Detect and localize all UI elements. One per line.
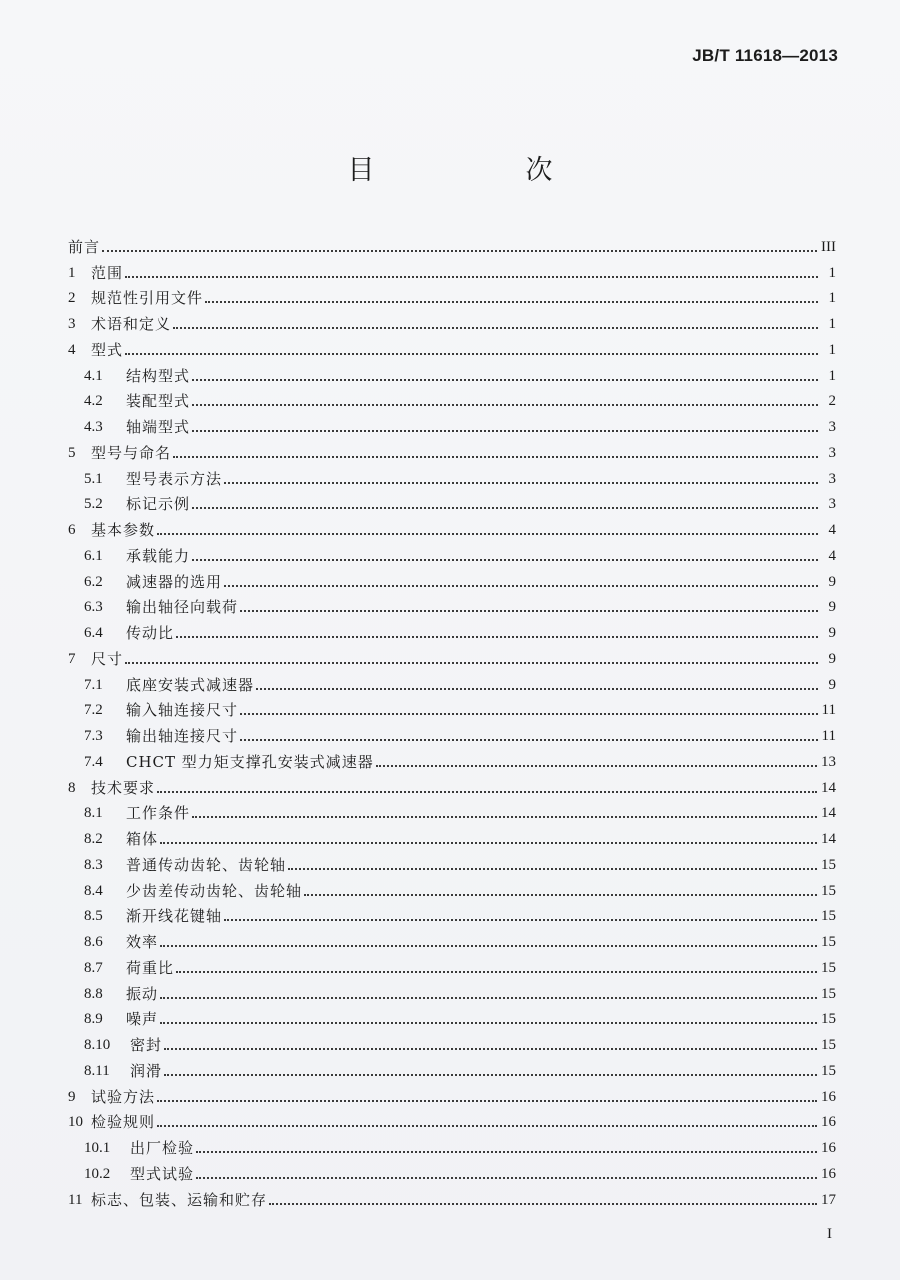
toc-entry-page: 4 xyxy=(828,522,836,538)
toc-entry-number: 4.1 xyxy=(84,367,103,384)
toc-leader-dots xyxy=(205,300,818,303)
toc-entry-number: 6 xyxy=(68,522,76,538)
toc-entry-page: 15 xyxy=(821,934,836,950)
toc-entry-label: 承载能力 xyxy=(126,546,191,565)
toc-entry-label: 尺寸 xyxy=(91,649,124,668)
toc-entry-page: 9 xyxy=(828,650,836,667)
toc-entry-number: 7.1 xyxy=(84,676,103,693)
toc-entry-page: 2 xyxy=(828,393,836,410)
toc-entry[interactable] xyxy=(68,1054,836,1080)
toc-entry-label: 试验方法 xyxy=(91,1087,156,1106)
toc-entry-label: 型式试验 xyxy=(130,1164,195,1183)
toc-leader-dots xyxy=(288,867,817,870)
toc-entry-page: 1 xyxy=(828,316,836,332)
toc-leader-dots xyxy=(269,1202,817,1205)
toc-entry[interactable] xyxy=(68,874,836,900)
toc-entry[interactable] xyxy=(68,436,836,462)
toc-entry-number: 8.3 xyxy=(84,856,103,873)
toc-leader-dots xyxy=(160,996,817,999)
toc-entry[interactable] xyxy=(68,1080,836,1106)
toc-entry[interactable] xyxy=(68,900,836,926)
toc-entry[interactable] xyxy=(68,385,836,411)
toc-entry-label: 底座安装式减速器 xyxy=(126,675,255,694)
toc-entry-number: 5.2 xyxy=(84,496,103,513)
toc-entry-page: 14 xyxy=(821,831,836,847)
toc-entry-page: 1 xyxy=(828,341,836,358)
toc-entry-page: 3 xyxy=(828,470,836,487)
toc-entry[interactable] xyxy=(68,1131,836,1157)
toc-entry-page: 9 xyxy=(828,676,836,693)
toc-entry[interactable] xyxy=(68,694,836,720)
toc-entry-page: 14 xyxy=(821,779,836,796)
toc-entry-label: 型号表示方法 xyxy=(126,469,223,488)
toc-entry-label: 型式 xyxy=(91,340,124,359)
toc-entry-page: 15 xyxy=(821,985,836,1002)
toc-entry-number: 8.4 xyxy=(84,882,103,899)
toc-leader-dots xyxy=(256,687,818,690)
toc-entry-number: 8.9 xyxy=(84,1011,103,1028)
toc-leader-dots xyxy=(192,558,818,561)
toc-entry[interactable] xyxy=(68,307,836,333)
toc-entry-page: 11 xyxy=(821,702,836,719)
toc-entry-label: 轴端型式 xyxy=(126,418,191,436)
toc-entry-label: 结构型式 xyxy=(126,366,191,385)
toc-entry[interactable] xyxy=(68,1157,836,1183)
toc-leader-dots xyxy=(157,532,818,535)
toc-entry-page: 15 xyxy=(821,856,836,873)
page-title: 目 次 xyxy=(347,155,615,186)
toc-entry-label: 前言 xyxy=(68,237,101,256)
toc-entry-label: 技术要求 xyxy=(91,778,156,797)
toc-entry[interactable] xyxy=(68,1106,836,1132)
toc-entry-number: 7 xyxy=(68,650,76,667)
toc-entry-label: 范围 xyxy=(91,263,124,282)
toc-entry-number: 6.2 xyxy=(84,573,103,590)
standard-code: JB/T 11618—2013 xyxy=(692,46,838,65)
toc-leader-dots xyxy=(157,1124,817,1127)
toc-entry-label: 基本参数 xyxy=(91,521,156,539)
toc-entry-label: 标志、包装、运输和贮存 xyxy=(91,1190,268,1209)
toc-entry-number: 4.3 xyxy=(84,419,103,435)
toc-entry[interactable] xyxy=(68,1183,836,1209)
toc-entry-number: 8.11 xyxy=(84,1062,110,1079)
toc-entry-number: 8.8 xyxy=(84,985,103,1002)
toc-entry[interactable] xyxy=(68,745,836,771)
toc-entry[interactable] xyxy=(68,565,836,591)
toc-entry-number: 8.2 xyxy=(84,831,103,847)
toc-leader-dots xyxy=(125,275,818,278)
toc-entry-number: 8.7 xyxy=(84,959,103,976)
table-of-contents xyxy=(68,230,836,1209)
toc-leader-dots xyxy=(125,661,818,664)
toc-entry-page: 3 xyxy=(828,444,836,461)
toc-entry[interactable] xyxy=(68,591,836,617)
toc-entry-page: 15 xyxy=(821,908,836,925)
toc-leader-dots xyxy=(160,841,817,844)
toc-entry-number: 7.3 xyxy=(84,728,103,744)
toc-entry-page: 3 xyxy=(828,496,836,513)
toc-leader-dots xyxy=(102,249,817,252)
toc-entry-page: 15 xyxy=(821,882,836,899)
toc-entry-label: 检验规则 xyxy=(91,1113,156,1132)
toc-leader-dots xyxy=(160,944,817,947)
toc-leader-dots xyxy=(173,455,818,458)
toc-entry-number: 10.1 xyxy=(84,1140,111,1156)
toc-entry-number: 7.2 xyxy=(84,702,103,719)
toc-entry[interactable] xyxy=(68,848,836,874)
toc-entry-page: 16 xyxy=(821,1165,836,1182)
toc-entry-page: 11 xyxy=(821,728,836,744)
toc-entry-number: 7.4 xyxy=(84,753,103,770)
toc-leader-dots xyxy=(160,1021,817,1024)
toc-entry-label: 装配型式 xyxy=(126,392,191,411)
toc-leader-dots xyxy=(164,1047,817,1050)
toc-entry-label: 输出轴连接尺寸 xyxy=(126,727,239,745)
toc-entry[interactable] xyxy=(68,797,836,823)
toc-entry-page: 1 xyxy=(828,290,836,307)
toc-leader-dots xyxy=(192,429,818,432)
toc-leader-dots xyxy=(192,506,818,509)
toc-entry-number: 8 xyxy=(68,779,76,796)
toc-entry-page: 15 xyxy=(821,959,836,976)
toc-leader-dots xyxy=(376,764,817,767)
toc-entry-label: 噪声 xyxy=(126,1010,159,1029)
toc-entry-label: 润滑 xyxy=(130,1061,163,1080)
toc-entry-number: 6.4 xyxy=(84,625,103,641)
toc-leader-dots xyxy=(157,1099,817,1102)
toc-entry[interactable] xyxy=(68,282,836,308)
toc-leader-dots xyxy=(176,970,817,973)
toc-entry[interactable] xyxy=(68,462,836,488)
toc-leader-dots xyxy=(304,893,817,896)
toc-entry-page: 15 xyxy=(821,1037,836,1053)
toc-entry-page: 1 xyxy=(828,367,836,384)
toc-entry-label: 箱体 xyxy=(126,830,159,848)
toc-entry[interactable] xyxy=(68,359,836,385)
toc-entry-number: 9 xyxy=(68,1088,76,1105)
toc-entry-number: 8.10 xyxy=(84,1037,111,1053)
toc-leader-dots xyxy=(240,738,818,741)
toc-leader-dots xyxy=(176,635,818,638)
toc-entry-page: 16 xyxy=(821,1140,836,1156)
toc-entry-label: 效率 xyxy=(126,933,159,951)
toc-leader-dots xyxy=(224,584,818,587)
toc-entry-page: 15 xyxy=(821,1011,836,1028)
toc-entry-label: 标记示例 xyxy=(126,495,191,514)
toc-entry-label: 工作条件 xyxy=(126,804,191,823)
toc-entry-number: 1 xyxy=(68,264,76,281)
toc-leader-dots xyxy=(240,712,818,715)
toc-entry-label: 输入轴连接尺寸 xyxy=(126,701,239,720)
toc-leader-dots xyxy=(173,326,818,329)
toc-entry-number: 10 xyxy=(68,1114,83,1131)
toc-leader-dots xyxy=(192,403,818,406)
toc-entry-label: 渐开线花键轴 xyxy=(126,907,223,926)
toc-leader-dots xyxy=(192,378,818,381)
toc-entry-number: 3 xyxy=(68,316,76,332)
toc-entry-label: CHCT 型力矩支撑孔安装式减速器 xyxy=(126,752,374,771)
toc-entry[interactable] xyxy=(68,230,836,256)
toc-entry-page: 9 xyxy=(828,599,836,616)
toc-entry[interactable] xyxy=(68,951,836,977)
toc-entry-number: 6.1 xyxy=(84,547,103,564)
toc-entry-page: III xyxy=(821,238,836,255)
toc-entry[interactable] xyxy=(68,539,836,565)
toc-leader-dots xyxy=(240,609,818,612)
toc-entry-label: 振动 xyxy=(126,984,159,1003)
toc-entry-label: 出厂检验 xyxy=(130,1139,195,1157)
toc-leader-dots xyxy=(196,1150,817,1153)
toc-entry-label: 普通传动齿轮、齿轮轴 xyxy=(126,855,287,874)
toc-entry[interactable] xyxy=(68,822,836,848)
toc-entry-number: 5 xyxy=(68,444,76,461)
toc-entry-page: 15 xyxy=(821,1062,836,1079)
toc-entry[interactable] xyxy=(68,719,836,745)
toc-entry[interactable] xyxy=(68,488,836,514)
toc-entry-page: 14 xyxy=(821,805,836,822)
toc-entry-page: 16 xyxy=(821,1088,836,1105)
toc-entry[interactable] xyxy=(68,256,836,282)
toc-entry-number: 8.5 xyxy=(84,908,103,925)
toc-leader-dots xyxy=(164,1073,817,1076)
toc-entry[interactable] xyxy=(68,410,836,436)
page-number: I xyxy=(827,1226,832,1242)
toc-entry-label: 减速器的选用 xyxy=(126,572,223,591)
toc-entry[interactable] xyxy=(68,1003,836,1029)
toc-entry-label: 密封 xyxy=(130,1036,163,1054)
toc-entry[interactable] xyxy=(68,333,836,359)
toc-entry-number: 4.2 xyxy=(84,393,103,410)
toc-entry[interactable] xyxy=(68,925,836,951)
toc-entry[interactable] xyxy=(68,771,836,797)
toc-entry-number: 10.2 xyxy=(84,1165,111,1182)
toc-entry-page: 9 xyxy=(828,625,836,641)
toc-entry-label: 型号与命名 xyxy=(91,443,172,462)
toc-entry-label: 传动比 xyxy=(126,624,175,642)
toc-leader-dots xyxy=(192,815,817,818)
toc-entry-page: 16 xyxy=(821,1114,836,1131)
toc-entry-page: 17 xyxy=(821,1191,836,1208)
toc-entry-number: 11 xyxy=(68,1191,83,1208)
toc-entry-number: 4 xyxy=(68,341,76,358)
toc-entry-number: 8.6 xyxy=(84,934,103,950)
toc-leader-dots xyxy=(125,352,818,355)
toc-entry-label: 少齿差传动齿轮、齿轮轴 xyxy=(126,881,303,900)
toc-entry-label: 输出轴径向载荷 xyxy=(126,598,239,617)
toc-entry-number: 6.3 xyxy=(84,599,103,616)
toc-entry-number: 5.1 xyxy=(84,470,103,487)
toc-entry[interactable] xyxy=(68,642,836,668)
toc-entry-page: 1 xyxy=(828,264,836,281)
toc-leader-dots xyxy=(224,918,817,921)
toc-entry-label: 术语和定义 xyxy=(91,315,172,333)
toc-entry-page: 4 xyxy=(828,547,836,564)
toc-leader-dots xyxy=(224,481,818,484)
toc-entry-number: 8.1 xyxy=(84,805,103,822)
toc-leader-dots xyxy=(196,1176,817,1179)
toc-entry-page: 3 xyxy=(828,419,836,435)
toc-entry[interactable] xyxy=(68,616,836,642)
toc-entry-label: 荷重比 xyxy=(126,958,175,977)
toc-entry[interactable] xyxy=(68,1028,836,1054)
toc-leader-dots xyxy=(157,790,817,793)
toc-entry-page: 13 xyxy=(821,753,836,770)
toc-entry[interactable] xyxy=(68,513,836,539)
toc-entry[interactable] xyxy=(68,668,836,694)
toc-entry-number: 2 xyxy=(68,290,76,307)
toc-entry-page: 9 xyxy=(828,573,836,590)
toc-entry-label: 规范性引用文件 xyxy=(91,289,204,308)
toc-entry[interactable] xyxy=(68,977,836,1003)
